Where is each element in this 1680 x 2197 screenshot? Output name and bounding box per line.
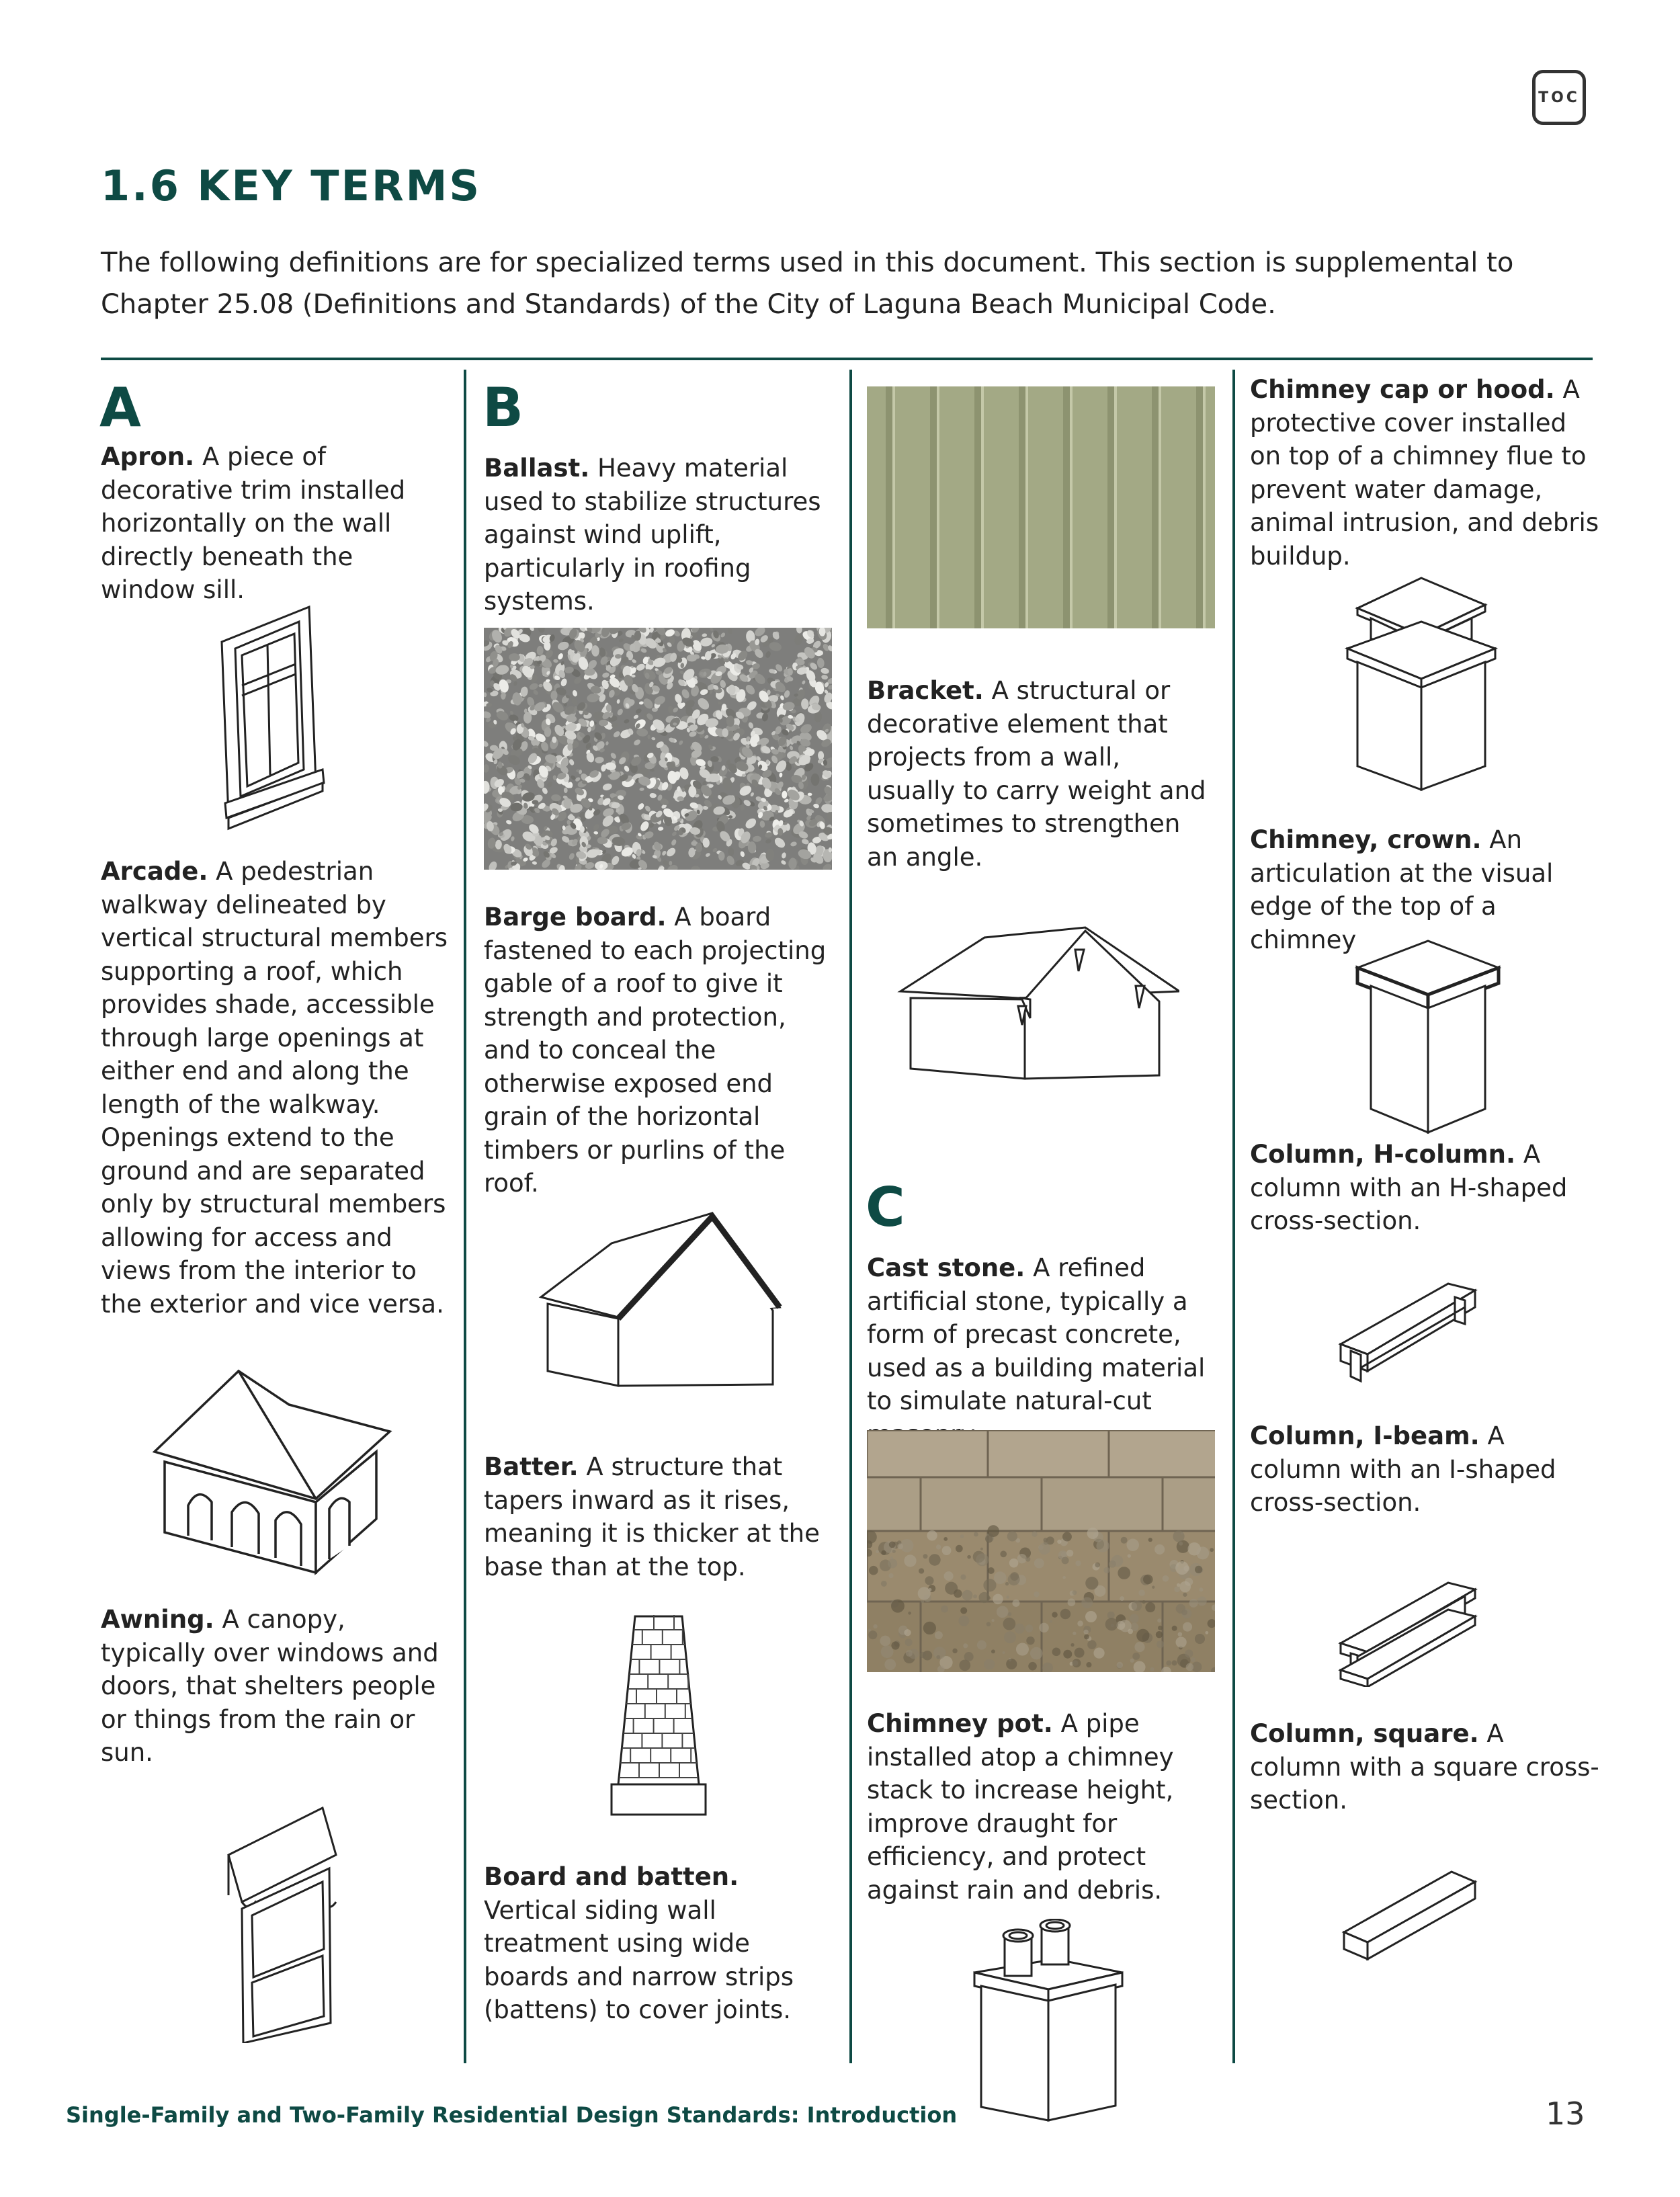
term-definition: A column with an I-shaped cross-section. <box>1250 1421 1556 1517</box>
term-column-square <box>1250 1717 1599 1817</box>
i-beam-illustration <box>1334 1573 1495 1687</box>
term-board-and-batten <box>484 1860 833 2027</box>
header-divider <box>101 358 1593 360</box>
term-name: Arcade. <box>101 857 208 886</box>
term-bracket <box>867 674 1216 874</box>
term-definition: A pedestrian walkway delineated by vertical structural members supporting a roof, which provides shade, accessible through large openings at either end and along the length of the walkway. Openings extend to the ground and are separated only by structural members allowing for access and views from the interior to the exterior and vice versa. <box>101 857 448 1319</box>
term-name: Barge board. <box>484 903 667 931</box>
board-and-batten-photo <box>867 386 1215 628</box>
term-name: Awning. <box>101 1605 214 1634</box>
term-definition: Vertical siding wall treatment using wide boards and narrow strips (battens) to cover joints. <box>484 1895 794 2024</box>
term-name: Board and batten. <box>484 1862 739 1891</box>
page-title: 1.6 KEY TERMS <box>101 161 482 210</box>
term-column-i <box>1250 1419 1599 1520</box>
term-definition: An articulation at the visual edge of the top of a chimney <box>1250 825 1554 954</box>
term-name: Chimney cap or hood. <box>1250 375 1555 404</box>
page-number: 13 <box>1546 2096 1585 2132</box>
term-name: Column, square. <box>1250 1719 1479 1748</box>
chimney-crown-illustration <box>1354 938 1502 1139</box>
chimney-pot-illustration <box>968 1919 1129 2127</box>
term-name: Column, I-beam. <box>1250 1421 1480 1450</box>
term-awning <box>101 1603 450 1770</box>
footer-document-title: Single-Family and Two-Family Residential Design Standards: Introduction <box>66 2102 958 2128</box>
term-name: Chimney, crown. <box>1250 825 1482 854</box>
term-definition: A canopy, typically over windows and doors, that shelters people or things from the rain or sun. <box>101 1605 439 1767</box>
awning-illustration <box>215 1801 349 2043</box>
apron-illustration <box>215 602 329 833</box>
term-arcade <box>101 855 450 1321</box>
term-chimney-pot <box>867 1707 1216 1907</box>
term-definition: Heavy material used to stabilize structures against wind uplift, particularly in roofing systems. <box>484 454 821 616</box>
term-chimney-crown <box>1250 823 1599 956</box>
term-definition: A piece of decorative trim installed horizontally on the wall directly beneath the window sill. <box>101 442 406 604</box>
h-column-illustration <box>1334 1270 1495 1388</box>
term-definition: A structure that tapers inward as it rises, meaning it is thicker at the base than at the top. <box>484 1452 820 1581</box>
bracket-illustration <box>897 924 1179 1085</box>
barge-board-illustration <box>538 1210 793 1391</box>
square-column-illustration <box>1341 1865 1495 1966</box>
term-name: Chimney pot. <box>867 1709 1053 1738</box>
letter-heading-a: A <box>99 376 141 439</box>
arcade-illustration <box>148 1364 403 1579</box>
term-name: Cast stone. <box>867 1253 1025 1282</box>
term-name: Apron. <box>101 442 195 471</box>
term-apron <box>101 440 450 607</box>
ballast-photo <box>484 628 832 870</box>
term-definition: A refined artificial stone, typically a form of precast concrete, used as a building material to simulate natural-cut <box>867 1253 1206 1415</box>
term-definition: A structural or decorative element that projects from a wall, usually to carry weight and sometimes to strengthen an angle. <box>867 676 1206 872</box>
term-batter <box>484 1450 833 1583</box>
term-definition: A pipe installed atop a chimney stack to increase height, improve draught for efficiency, and protect against rain and debris. <box>867 1709 1174 1905</box>
toc-button[interactable]: TOC <box>1532 70 1586 125</box>
term-name: Batter. <box>484 1452 579 1481</box>
chimney-cap-illustration <box>1344 575 1499 796</box>
column-divider <box>464 370 466 2063</box>
term-chimney-cap <box>1250 373 1599 573</box>
term-definition: A column with an H-shaped cross-section. <box>1250 1140 1568 1235</box>
term-name: Column, H-column. <box>1250 1140 1516 1169</box>
term-barge-board <box>484 901 833 1200</box>
letter-heading-c: C <box>866 1176 905 1239</box>
term-ballast <box>484 452 833 618</box>
column-divider <box>849 370 852 2063</box>
batter-illustration <box>598 1610 719 1818</box>
cast-stone-photo <box>867 1430 1215 1672</box>
column-divider <box>1232 370 1235 2063</box>
term-cast-stone <box>867 1251 1216 1451</box>
term-definition: A board fastened to each projecting gable of a roof to give it strength and protection, and to conceal the otherwise exposed end grain of the horizontal timbers or purlins of the roof. <box>484 903 827 1198</box>
term-name: Ballast. <box>484 454 590 483</box>
term-definition: A column with a square cross-section. <box>1250 1719 1599 1815</box>
term-definition: A protective cover installed on top of a chimney flue to prevent water damage, animal intrusion, and debris buildup. <box>1250 375 1599 571</box>
term-column-h <box>1250 1138 1599 1238</box>
letter-heading-b: B <box>482 376 523 439</box>
intro-paragraph: The following definitions are for specialized terms used in this document. This section is supplemental to Chapter 25.08 (Definitions and Standards) of the City of Laguna Beach Municipal Code. <box>101 247 1514 320</box>
term-name: Bracket. <box>867 676 984 705</box>
